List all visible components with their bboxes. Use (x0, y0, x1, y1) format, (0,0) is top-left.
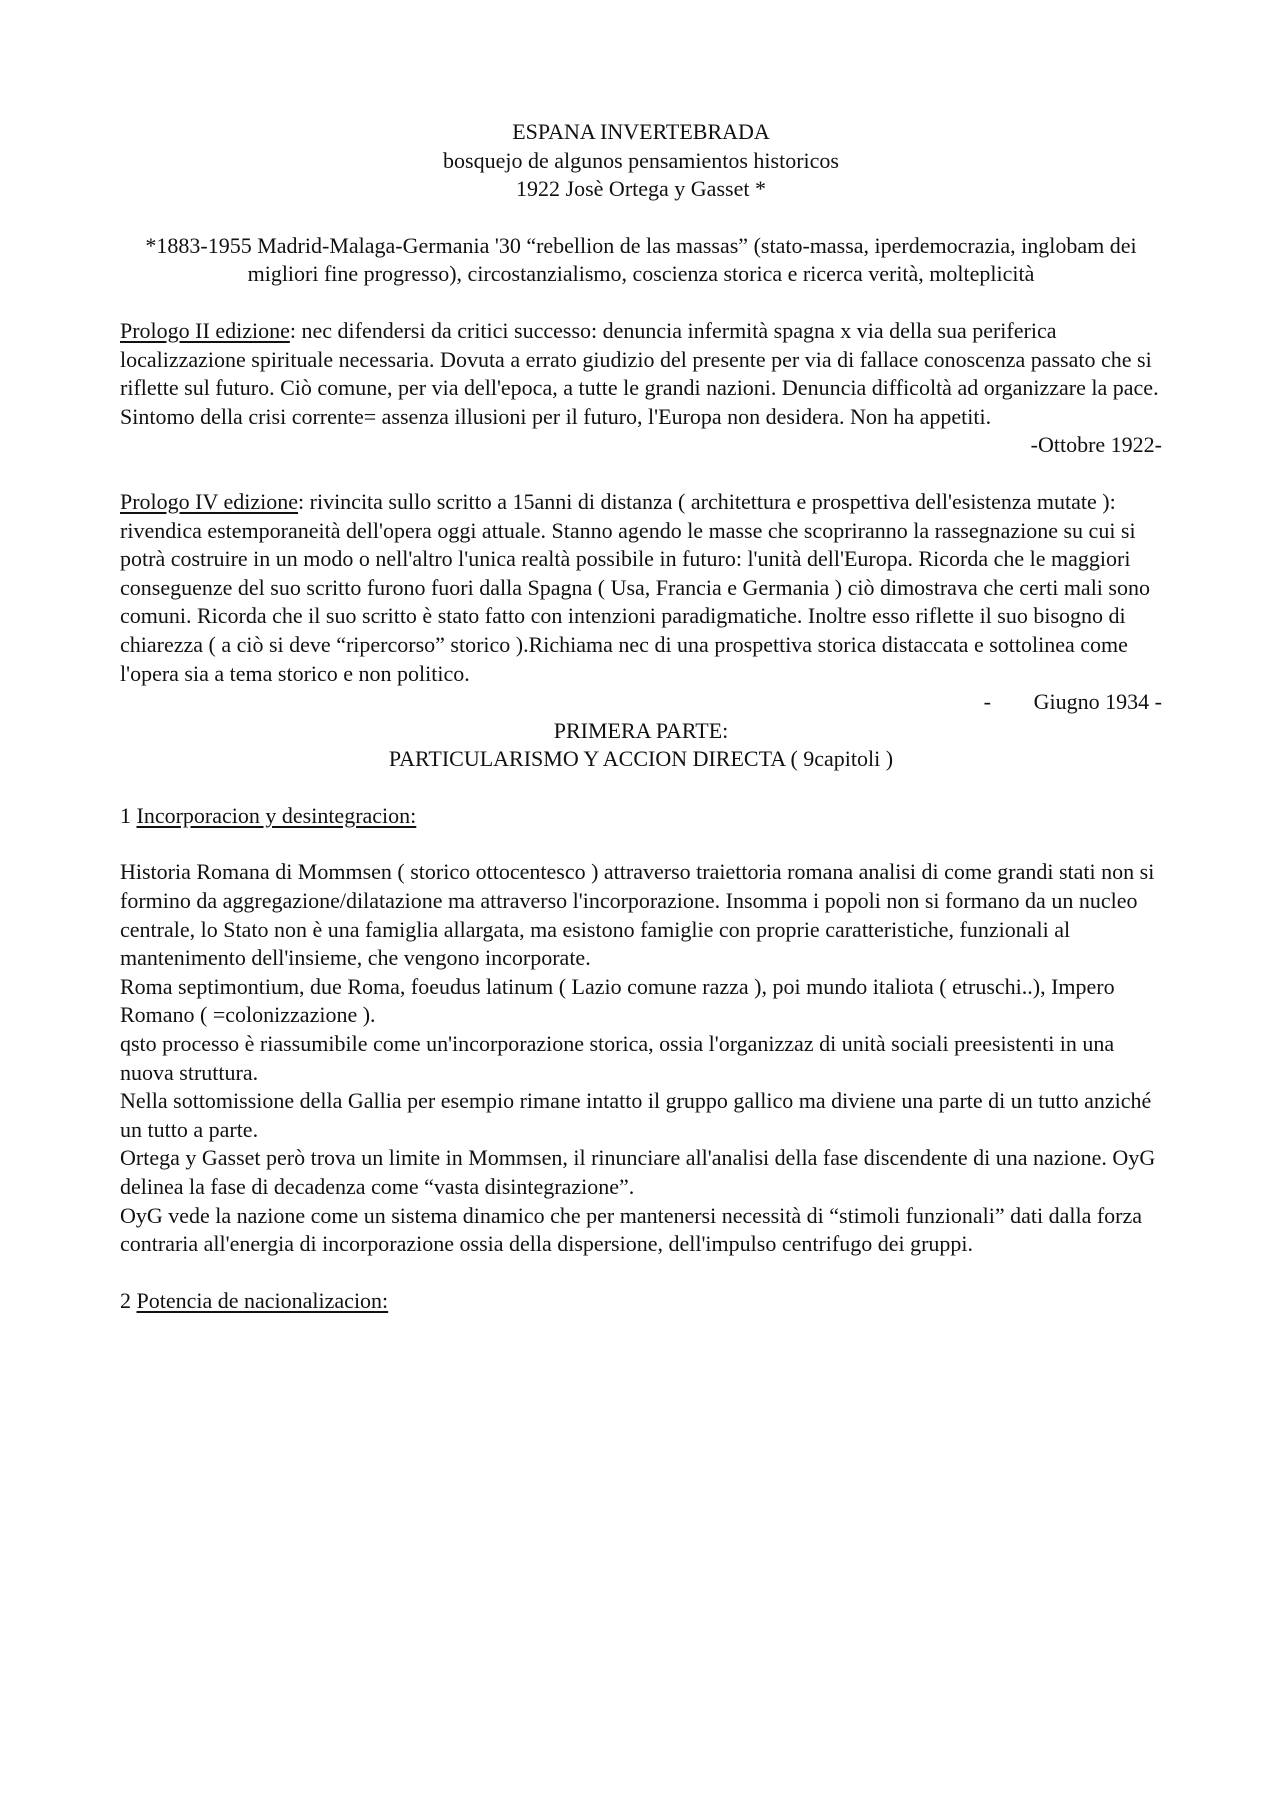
section-1-title: Incorporacion y desintegracion: (136, 802, 417, 828)
prologo-iv-date-dash: - (983, 689, 991, 715)
section-1-number: 1 (120, 802, 131, 828)
section-1-paragraph: Nella sottomissione della Gallia per esempio rimane intatto il gruppo gallico ma diviene una parte di un tutto anziché un tutto a parte. (120, 1088, 1152, 1142)
prologo-iv-paragraph (120, 488, 1162, 688)
section-2-title: Potencia de nacionalizacion: (136, 1287, 389, 1313)
prologo-iv-date (120, 688, 1162, 717)
section-2-heading (120, 1287, 1162, 1316)
prologo-ii-paragraph (120, 317, 1162, 431)
prologo-iv-date-text: Giugno 1934 - (1033, 689, 1162, 715)
section-1-paragraph: OyG vede la nazione come un sistema dinamico che per mantenersi necessità di “stimoli funzionali” dati dalla forza contraria all'energia di incorporazione ossia della dispersione, dell'impulso centrifugo dei gruppi. (120, 1202, 1143, 1257)
prologo-iv-text: : rivincita sullo scritto a 15anni di distanza ( architettura e prospettiva dell'esistenza mutate ): rivendica estemporaneità dell'opera oggi attuale. Stanno agendo le masse che scopriranno la rassegnazione su cui si potrà costruire in un modo o nell'altro l'unica realtà possibile in futuro: l'unità dell'Europa. Ricorda che le maggiori conseguenze del suo scritto furono fuori dalla Spagna ( Usa, Francia e Germania ) ciò dimostrava che certi mali sono comuni. Ricorda che il suo scritto è stato fatto con intenzioni paradigmatiche. Inoltre esso riflette il suo bisogno di chiarezza ( a ciò si deve “ripercorso” storico ).Richiama nec di una prospettiva storica distaccata e sottolinea come l'opera sia a tema storico e non politico. (120, 488, 1150, 686)
prologo-ii-label: Prologo II edizione (120, 317, 290, 343)
prologo-ii-date: -Ottobre 1922- (1030, 432, 1162, 458)
document-subtitle: bosquejo de algunos pensamientos historicos (443, 147, 839, 173)
section-1-paragraph: Roma septimontium, due Roma, foeudus latinum ( Lazio comune razza ), poi mundo italiota ( etruschi..), Impero Romano ( =colonizzazione ). (120, 973, 1115, 1028)
author-bio-note: *1883-1955 Madrid-Malaga-Germania '30 “rebellion de las massas” (stato-massa, iperdemocrazia, inglobam dei migliori fine progresso), circostanzialismo, coscienza storica e ricerca verità, molteplicità (145, 232, 1137, 287)
section-1-paragraph: Ortega y Gasset però trova un limite in Mommsen, il rinunciare all'analisi della fase discendente di una nazione. OyG delinea la fase di decadenza come “vasta disintegrazione”. (120, 1145, 1156, 1199)
section-1-paragraph: qsto processo è riassumibile come un'incorporazione storica, ossia l'organizzaz di unità sociali preesistenti in una nuova struttura. (120, 1031, 1115, 1085)
document-page (120, 118, 1162, 1315)
part-subtitle: PARTICULARISMO Y ACCION DIRECTA ( 9capitoli ) (388, 746, 894, 772)
part-title: PRIMERA PARTE: (553, 717, 729, 743)
section-2-number: 2 (120, 1287, 131, 1313)
document-header (120, 118, 1162, 204)
document-title: ESPANA INVERTEBRADA (512, 119, 770, 144)
section-1-paragraph: Historia Romana di Mommsen ( storico ottocentesco ) attraverso traiettoria romana analisi di come grandi stati non si formino da aggregazione/dilatazione ma attraverso l'incorporazione. Insomma i popoli non si formano da un nucleo centrale, lo Stato non è una famiglia allargata, ma esistono famiglie con proprie caratteristiche, funzionali al mantenimento dell'insieme, che vengono incorporate. (120, 859, 1155, 971)
part-heading (120, 717, 1162, 774)
section-1-heading (120, 802, 1162, 831)
prologo-ii-text: : nec difendersi da critici successo: denuncia infermità spagna x via della sua periferica localizzazione spirituale necessaria. Dovuta a errato giudizio del presente per via di fallace conoscenza passato che si riflette sul futuro. Ciò comune, per via dell'epoca, a tutte le grandi nazioni. Denuncia difficoltà ad organizzare la pace. Sintomo della crisi corrente= assenza illusioni per il futuro, l'Europa non desidera. Non ha appetiti. (120, 317, 1159, 429)
author-line: 1922 Josè Ortega y Gasset * (516, 176, 766, 202)
prologo-iv-label: Prologo IV edizione (120, 488, 299, 514)
